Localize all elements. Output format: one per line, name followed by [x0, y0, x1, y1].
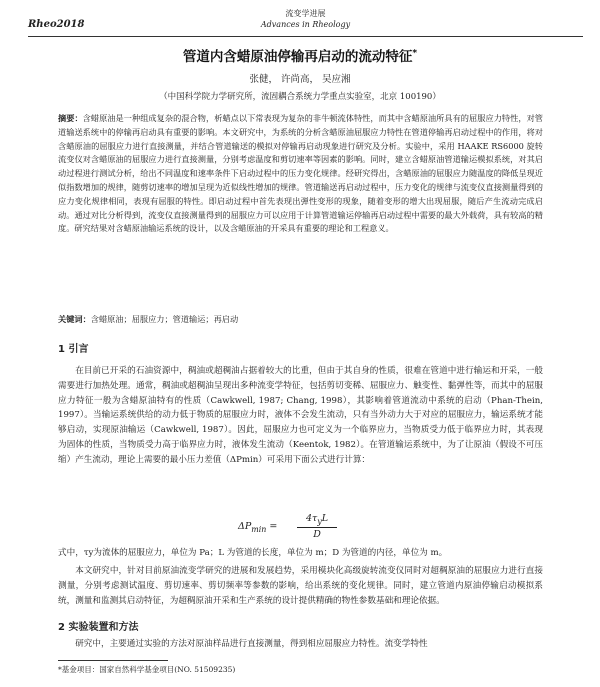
abstract-label: 摘要： — [58, 113, 83, 123]
footnote-divider — [58, 660, 168, 661]
intro-paragraph-2: 本文研究中，针对目前原油流变学研究的进展和发展趋势，采用模块化高级旋转流变仪同时对超稠原油的屈服应力进行直接测量，分别考虑测试温度、剪切速率、剪切频率等参数的影响，给出系统的变化规律。同时，建立管道内原油停输启动模拟系统，测量和监测其启动特征，为超稠原油开采和生产系统的设计提供精确的物性参数基础和理论依据。 — [58, 566, 543, 606]
keywords-label: 关键词： — [58, 314, 91, 324]
section-heading-intro: 1 引言 — [58, 344, 89, 355]
abstract-text: 含蜡原油是一种组成复杂的混合物，析蜡点以下常表现为复杂的非牛顿流体特性，而其中含蜡原油所具有的屈服应力特性，对管道输送系统中的停输再启动具有重要的影响。本文研究中，为系统的分析含蜡原油屈服应力特性在管道停输再启动过程中的作用，将对含蜡原油的屈服应力进行直接测量，并结合管道输送的模拟对停输再启动现象进行研究及分析。实验中，采用 HAAKE RS6000 旋转流变仪对含蜡原油的屈服应力进行直接测量，分别考虑温度和剪切速率等因素的影响。同时，建立含蜡原油管道输运模拟系统，对其启动过程进行测试分析，给出不同温度和速率条件下启动过程中的压力变化规律。经研究得出，含蜡原油的屈服应力随温度的降低呈现近似指数增加的规律，随剪切速率的增加呈现为近似线性增加的规律。管道输送再启动过程中，压力变化的规律与流变仪直接测量得到的应力变化规律相同，表现有屈服的特性。即启动过程中首先表现出弹性变形的现象，随着变形的增大出现屈服，随后产生流动完成启动。通过对比分析得到，流变仪直接测量得到的屈服应力可以应用于计算管道输运停输再启动过程中需要的最大外载荷，具有较高的精度。研究结果对含蜡原油输运系统的设计，以及含蜡原油的开采具有重要的理论和工程意义。 — [58, 113, 543, 234]
keywords — [58, 314, 543, 325]
methods-paragraph-1: 研究中，主要通过实验的方法对原油样品进行直接测量，得到相应屈服应力特性。流变学特性 — [75, 639, 428, 649]
abstract — [58, 112, 543, 236]
formula-min-sub: min — [251, 524, 267, 534]
formula-num-l: L — [321, 513, 329, 524]
journal-title-en: Advances in Rheology — [260, 20, 351, 29]
funding-footnote: *基金项目：国家自然科学基金项目(NO. 51509235) — [58, 665, 236, 674]
title-footnote-mark: * — [412, 48, 418, 59]
formula-num-tau: 4τ — [305, 513, 318, 524]
author-list: 张健， 许尚高， 吴应湘 — [249, 74, 351, 85]
journal-title-cn: 流变学进展 — [285, 9, 326, 18]
formula-explanation: 式中，τy为流体的屈服应力，单位为 Pa；L 为管道的长度，单位为 m；D 为管道的内径，单位为 m。 — [58, 548, 448, 558]
formula-denominator: D — [313, 528, 321, 540]
formula-numerator — [297, 513, 337, 528]
page-header — [28, 6, 583, 37]
formula-lhs — [238, 521, 277, 534]
intro-paragraph-1: 在目前已开采的石油资源中，稠油或超稠油占据着较大的比重，但由于其自身的性质，很难在管道中进行输运和开采，一般需要进行加热处理。通常，稠油或超稠油呈现出多种流变学特征，包括剪切变稀、屈服应力、触变性、黏弹性等，而其中的屈服应力特征一般为含蜡原油特有的性质（Cawkwell, 1987; Chang, 1998），其影响着管道流动中系统的启动（Phan-Thein, 1997）。当输运系统供给的动力低于物质的屈服应力时，液体不会发生流动，只有当外动力大于对应的屈服应力，输运系统才能够启动，实现原油输运（Cawkwell, 1987）。因此，屈服应力也可定义为一个临界应力，当物质受力低于临界应力时，其表现为固体的性质，当物质受力高于临界应力时，液体发生流动（Keentok, 1982）。在管道输运系统中，为了让原油（假设不可压缩）产生流动，理论上需要的最小压力差值（ΔPmin）可采用下面公式进行计算： — [58, 366, 543, 465]
formula-equals: = — [266, 521, 278, 532]
paper-title-text: 管道内含蜡原油停输再启动的流动特征 — [182, 49, 413, 65]
section-heading-methods: 2 实验装置和方法 — [58, 622, 139, 633]
journal-title — [28, 8, 583, 30]
formula-delta-p: ΔP — [238, 521, 252, 532]
paper-title — [0, 45, 600, 65]
conference-logo: Rheo2018 — [28, 19, 85, 30]
formula-num-sub: y — [317, 516, 322, 526]
min-pressure-formula — [0, 513, 600, 543]
formula-fraction — [297, 513, 337, 540]
keywords-text: 含蜡原油；屈服应力；管道输运；再启动 — [90, 314, 239, 324]
affiliation: （中国科学院力学研究所，流固耦合系统力学重点实验室，北京 100190） — [159, 92, 441, 102]
